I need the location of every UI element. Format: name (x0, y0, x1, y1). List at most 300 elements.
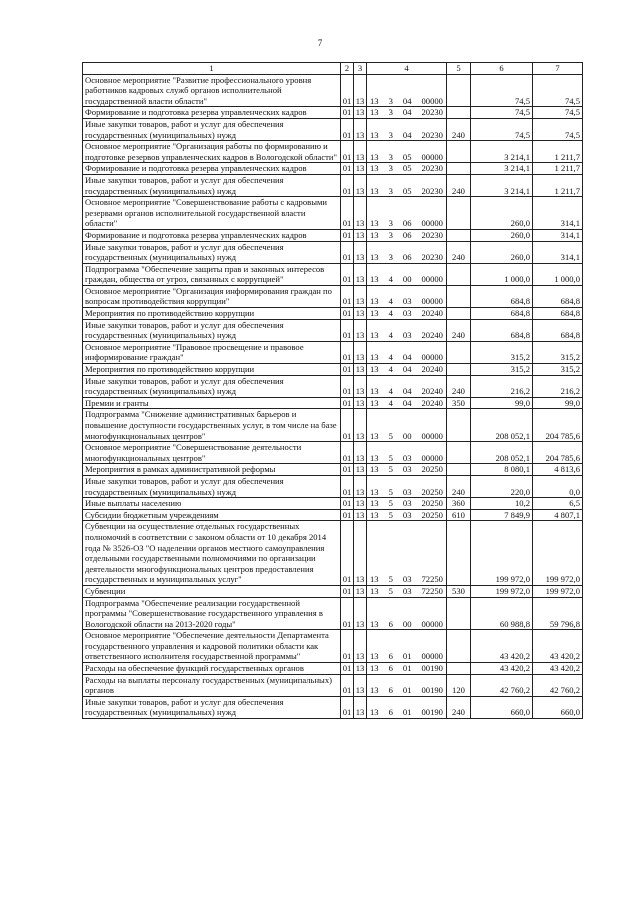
code-part: 13 (370, 274, 379, 285)
target-article-cell (367, 674, 447, 696)
amount-year1-cell: 208 052,1 (471, 442, 533, 464)
code-part: 3 (388, 185, 393, 196)
table-row (83, 241, 583, 263)
amount-year2-cell: 684,8 (533, 319, 583, 341)
code-part: 03 (402, 296, 412, 307)
header-cell: 3 (354, 63, 367, 75)
section-code-cell: 01 (341, 585, 354, 597)
target-article-cell (367, 585, 447, 597)
code-part: 04 (402, 397, 412, 408)
code-part: 13 (370, 296, 379, 307)
amount-year1-cell: 660,0 (471, 696, 533, 718)
expense-type-cell: 240 (447, 241, 471, 263)
code-part: 13 (370, 397, 379, 408)
row-name-cell: Иные выплаты населению (83, 498, 341, 510)
code-part: 13 (370, 252, 379, 263)
subsection-code-cell: 13 (354, 585, 367, 597)
amount-year2-cell: 74,5 (533, 107, 583, 119)
subsection-code-cell: 13 (354, 364, 367, 376)
amount-year1-cell: 74,5 (471, 118, 533, 140)
table-row (83, 341, 583, 363)
expense-type-cell (447, 74, 471, 107)
amount-year1-cell: 684,8 (471, 308, 533, 320)
target-article-cell (367, 141, 447, 163)
table-row (83, 174, 583, 196)
row-name-cell: Основное мероприятие "Организация информирования граждан по вопросам противодействия коррупции" (83, 285, 341, 307)
subsection-code-cell: 13 (354, 118, 367, 140)
code-part: 04 (402, 386, 412, 397)
target-article-cell (367, 341, 447, 363)
code-part: 01 (402, 685, 412, 696)
subsection-code-cell: 13 (354, 229, 367, 241)
header-cell: 5 (447, 63, 471, 75)
code-part: 05 (402, 151, 412, 162)
code-part: 4 (388, 352, 393, 363)
expense-type-cell: 120 (447, 674, 471, 696)
amount-year2-cell: 42 760,2 (533, 674, 583, 696)
section-code-cell: 01 (341, 442, 354, 464)
row-name-cell: Субвенции (83, 585, 341, 597)
amount-year1-cell: 3 214,1 (471, 141, 533, 163)
amount-year1-cell: 684,8 (471, 319, 533, 341)
amount-year2-cell: 43 420,2 (533, 663, 583, 675)
code-part: 20230 (421, 229, 443, 240)
table-row (83, 674, 583, 696)
section-code-cell: 01 (341, 696, 354, 718)
code-part: 13 (370, 95, 379, 106)
section-code-cell: 01 (341, 521, 354, 586)
section-code-cell: 01 (341, 630, 354, 663)
section-code-cell: 01 (341, 118, 354, 140)
code-part: 13 (370, 151, 379, 162)
code-part: 13 (370, 163, 379, 174)
code-part: 20230 (421, 107, 443, 118)
code-part: 13 (370, 498, 379, 509)
code-part: 00000 (421, 618, 443, 629)
code-part: 6 (388, 618, 393, 629)
expense-type-cell: 360 (447, 498, 471, 510)
amount-year1-cell: 74,5 (471, 107, 533, 119)
amount-year2-cell: 6,5 (533, 498, 583, 510)
target-article-cell (367, 263, 447, 285)
target-article-cell (367, 696, 447, 718)
code-part: 20240 (421, 364, 443, 375)
amount-year2-cell: 314,1 (533, 241, 583, 263)
code-part: 20230 (421, 252, 443, 263)
code-part: 13 (370, 330, 379, 341)
code-part: 04 (402, 352, 412, 363)
subsection-code-cell: 13 (354, 308, 367, 320)
section-code-cell: 01 (341, 375, 354, 397)
code-part: 03 (402, 330, 412, 341)
expense-type-cell: 240 (447, 118, 471, 140)
section-code-cell: 01 (341, 509, 354, 521)
table-row (83, 118, 583, 140)
target-article-cell (367, 163, 447, 175)
expense-type-cell (447, 521, 471, 586)
target-article-cell (367, 597, 447, 630)
target-article-cell (367, 197, 447, 230)
amount-year1-cell: 74,5 (471, 74, 533, 107)
code-part: 13 (370, 364, 379, 375)
code-part: 00 (402, 430, 412, 441)
target-article-cell (367, 241, 447, 263)
row-name-cell: Формирование и подготовка резерва управленческих кадров (83, 229, 341, 241)
code-part: 00000 (421, 218, 443, 229)
amount-year2-cell: 315,2 (533, 341, 583, 363)
subsection-code-cell: 13 (354, 197, 367, 230)
subsection-code-cell: 13 (354, 663, 367, 675)
amount-year2-cell: 4 807,1 (533, 509, 583, 521)
row-name-cell: Иные закупки товаров, работ и услуг для обеспечения государственных (муниципальных) нужд (83, 174, 341, 196)
code-part: 00000 (421, 651, 443, 662)
code-part: 04 (402, 364, 412, 375)
amount-year2-cell: 684,8 (533, 285, 583, 307)
header-cell: 1 (83, 63, 341, 75)
code-part: 06 (402, 218, 412, 229)
amount-year2-cell: 1 211,7 (533, 174, 583, 196)
amount-year1-cell: 10,2 (471, 498, 533, 510)
table-row (83, 375, 583, 397)
code-part: 03 (402, 464, 412, 475)
amount-year2-cell: 315,2 (533, 364, 583, 376)
amount-year2-cell: 204 785,6 (533, 442, 583, 464)
row-name-cell: Основное мероприятие "Совершенствование работы с кадровыми резервами органов исполнительной государственной власти области" (83, 197, 341, 230)
row-name-cell: Основное мероприятие "Организация работы по формированию и подготовке резервов управленческих кадров в Вологодской области" (83, 141, 341, 163)
table-row (83, 475, 583, 497)
row-name-cell: Иные закупки товаров, работ и услуг для обеспечения государственных (муниципальных) нужд (83, 319, 341, 341)
code-part: 01 (402, 663, 412, 674)
table-row (83, 442, 583, 464)
amount-year2-cell: 1 211,7 (533, 141, 583, 163)
table-row (83, 464, 583, 476)
amount-year2-cell: 1 211,7 (533, 163, 583, 175)
code-part: 13 (370, 707, 379, 718)
section-code-cell: 01 (341, 285, 354, 307)
code-part: 05 (402, 163, 412, 174)
subsection-code-cell: 13 (354, 241, 367, 263)
expense-type-cell: 530 (447, 585, 471, 597)
code-part: 00190 (421, 707, 443, 718)
subsection-code-cell: 13 (354, 498, 367, 510)
header-cell: 7 (533, 63, 583, 75)
code-part: 13 (370, 308, 379, 319)
amount-year1-cell: 1 000,0 (471, 263, 533, 285)
section-code-cell: 01 (341, 464, 354, 476)
target-article-cell (367, 509, 447, 521)
code-part: 4 (388, 274, 393, 285)
amount-year1-cell: 3 214,1 (471, 174, 533, 196)
section-code-cell: 01 (341, 308, 354, 320)
code-part: 13 (370, 129, 379, 140)
row-name-cell: Расходы на обеспечение функций государственных органов (83, 663, 341, 675)
code-part: 20250 (421, 498, 443, 509)
subsection-code-cell: 13 (354, 442, 367, 464)
table-row (83, 319, 583, 341)
code-part: 13 (370, 509, 379, 520)
row-name-cell: Расходы на выплаты персоналу государственных (муниципальных) органов (83, 674, 341, 696)
code-part: 20240 (421, 330, 443, 341)
table-row (83, 409, 583, 442)
table-row (83, 521, 583, 586)
section-code-cell: 01 (341, 364, 354, 376)
code-part: 00000 (421, 430, 443, 441)
amount-year1-cell: 43 420,2 (471, 630, 533, 663)
code-part: 13 (370, 574, 379, 585)
subsection-code-cell: 13 (354, 174, 367, 196)
expense-type-cell (447, 442, 471, 464)
code-part: 13 (370, 352, 379, 363)
code-part: 6 (388, 685, 393, 696)
amount-year1-cell: 220,0 (471, 475, 533, 497)
expense-type-cell: 610 (447, 509, 471, 521)
expense-type-cell (447, 263, 471, 285)
code-part: 00000 (421, 296, 443, 307)
code-part: 13 (370, 618, 379, 629)
code-part: 5 (388, 430, 393, 441)
code-part: 3 (388, 151, 393, 162)
expense-type-cell: 240 (447, 375, 471, 397)
row-name-cell: Основное мероприятие "Обеспечение деятельности Департамента государственного управления и кадровой политики области как ответственного исполнителя государственной программы" (83, 630, 341, 663)
section-code-cell: 01 (341, 475, 354, 497)
table-row (83, 197, 583, 230)
code-part: 5 (388, 498, 393, 509)
target-article-cell (367, 475, 447, 497)
subsection-code-cell: 13 (354, 464, 367, 476)
code-part: 4 (388, 386, 393, 397)
amount-year1-cell: 260,0 (471, 241, 533, 263)
code-part: 4 (388, 296, 393, 307)
section-code-cell: 01 (341, 674, 354, 696)
target-article-cell (367, 630, 447, 663)
table-row (83, 498, 583, 510)
code-part: 13 (370, 663, 379, 674)
subsection-code-cell: 13 (354, 74, 367, 107)
header-row (83, 63, 583, 75)
section-code-cell: 01 (341, 319, 354, 341)
row-name-cell: Формирование и подготовка резерва управленческих кадров (83, 163, 341, 175)
section-code-cell: 01 (341, 663, 354, 675)
amount-year2-cell: 0,0 (533, 475, 583, 497)
code-part: 05 (402, 185, 412, 196)
target-article-cell (367, 319, 447, 341)
code-part: 13 (370, 685, 379, 696)
expense-type-cell: 240 (447, 319, 471, 341)
code-part: 20230 (421, 185, 443, 196)
code-part: 00 (402, 618, 412, 629)
row-name-cell: Премии и гранты (83, 397, 341, 409)
row-name-cell: Основное мероприятие "Развитие профессионального уровня работников кадровых служб органов исполнительной государственной власти области" (83, 74, 341, 107)
table-row (83, 364, 583, 376)
amount-year2-cell: 1 000,0 (533, 263, 583, 285)
amount-year2-cell: 4 813,6 (533, 464, 583, 476)
expense-type-cell (447, 663, 471, 675)
amount-year1-cell: 7 849,9 (471, 509, 533, 521)
code-part: 72250 (421, 585, 443, 596)
code-part: 04 (402, 129, 412, 140)
code-part: 13 (370, 651, 379, 662)
code-part: 3 (388, 229, 393, 240)
amount-year2-cell: 99,0 (533, 397, 583, 409)
code-part: 4 (388, 397, 393, 408)
subsection-code-cell: 13 (354, 141, 367, 163)
code-part: 20250 (421, 464, 443, 475)
target-article-cell (367, 74, 447, 107)
expense-type-cell (447, 197, 471, 230)
section-code-cell: 01 (341, 197, 354, 230)
amount-year1-cell: 208 052,1 (471, 409, 533, 442)
code-part: 06 (402, 229, 412, 240)
subsection-code-cell: 13 (354, 409, 367, 442)
row-name-cell: Иные закупки товаров, работ и услуг для обеспечения государственных (муниципальных) нужд (83, 696, 341, 718)
expense-type-cell (447, 107, 471, 119)
subsection-code-cell: 13 (354, 341, 367, 363)
code-part: 13 (370, 464, 379, 475)
section-code-cell: 01 (341, 498, 354, 510)
target-article-cell (367, 118, 447, 140)
table-row (83, 585, 583, 597)
code-part: 4 (388, 308, 393, 319)
code-part: 03 (402, 486, 412, 497)
row-name-cell: Субсидии бюджетным учреждениям (83, 509, 341, 521)
expense-type-cell (447, 597, 471, 630)
code-part: 00000 (421, 95, 443, 106)
code-part: 3 (388, 107, 393, 118)
code-part: 00000 (421, 151, 443, 162)
table-row (83, 308, 583, 320)
header-cell: 2 (341, 63, 354, 75)
expense-type-cell (447, 308, 471, 320)
target-article-cell (367, 285, 447, 307)
code-part: 13 (370, 386, 379, 397)
code-part: 03 (402, 452, 412, 463)
code-part: 20240 (421, 386, 443, 397)
amount-year1-cell: 42 760,2 (471, 674, 533, 696)
section-code-cell: 01 (341, 263, 354, 285)
code-part: 3 (388, 163, 393, 174)
target-article-cell (367, 397, 447, 409)
section-code-cell: 01 (341, 229, 354, 241)
section-code-cell: 01 (341, 174, 354, 196)
code-part: 4 (388, 330, 393, 341)
table-row (83, 397, 583, 409)
expense-type-cell (447, 141, 471, 163)
code-part: 04 (402, 95, 412, 106)
expense-type-cell (447, 229, 471, 241)
expense-type-cell (447, 630, 471, 663)
amount-year2-cell: 199 972,0 (533, 521, 583, 586)
row-name-cell: Иные закупки товаров, работ и услуг для обеспечения государственных (муниципальных) нужд (83, 475, 341, 497)
row-name-cell: Мероприятия в рамках административной реформы (83, 464, 341, 476)
amount-year1-cell: 43 420,2 (471, 663, 533, 675)
table-row (83, 597, 583, 630)
amount-year2-cell: 204 785,6 (533, 409, 583, 442)
target-article-cell (367, 521, 447, 586)
table-row (83, 663, 583, 675)
code-part: 03 (402, 585, 412, 596)
subsection-code-cell: 13 (354, 285, 367, 307)
code-part: 00000 (421, 352, 443, 363)
code-part: 00190 (421, 685, 443, 696)
subsection-code-cell: 13 (354, 475, 367, 497)
section-code-cell: 01 (341, 107, 354, 119)
code-part: 04 (402, 107, 412, 118)
code-part: 20250 (421, 509, 443, 520)
expense-type-cell (447, 409, 471, 442)
subsection-code-cell: 13 (354, 375, 367, 397)
row-name-cell: Подпрограмма "Обеспечение защиты прав и законных интересов граждан, общества от угроз, связанных с коррупцией" (83, 263, 341, 285)
code-part: 13 (370, 430, 379, 441)
table-row (83, 107, 583, 119)
code-part: 72250 (421, 574, 443, 585)
target-article-cell (367, 442, 447, 464)
row-name-cell: Иные закупки товаров, работ и услуг для обеспечения государственных (муниципальных) нужд (83, 118, 341, 140)
code-part: 6 (388, 707, 393, 718)
code-part: 5 (388, 486, 393, 497)
code-part: 6 (388, 663, 393, 674)
section-code-cell: 01 (341, 163, 354, 175)
code-part: 3 (388, 129, 393, 140)
amount-year2-cell: 314,1 (533, 197, 583, 230)
amount-year1-cell: 260,0 (471, 229, 533, 241)
target-article-cell (367, 375, 447, 397)
subsection-code-cell: 13 (354, 107, 367, 119)
table-row (83, 696, 583, 718)
amount-year1-cell: 216,2 (471, 375, 533, 397)
target-article-cell (367, 174, 447, 196)
expense-type-cell (447, 163, 471, 175)
row-name-cell: Подпрограмма "Снижение административных барьеров и повышение доступности государственных услуг, в том числе на базе многофункциональных центров" (83, 409, 341, 442)
amount-year1-cell: 315,2 (471, 341, 533, 363)
amount-year2-cell: 199 972,0 (533, 585, 583, 597)
expense-type-cell (447, 364, 471, 376)
code-part: 03 (402, 308, 412, 319)
code-part: 3 (388, 218, 393, 229)
page-number: 7 (317, 38, 323, 48)
subsection-code-cell: 13 (354, 521, 367, 586)
subsection-code-cell: 13 (354, 696, 367, 718)
code-part: 5 (388, 509, 393, 520)
code-part: 20230 (421, 129, 443, 140)
header-cell: 6 (471, 63, 533, 75)
code-part: 13 (370, 452, 379, 463)
code-part: 20250 (421, 486, 443, 497)
budget-table (82, 62, 583, 719)
amount-year1-cell: 8 080,1 (471, 464, 533, 476)
code-part: 03 (402, 574, 412, 585)
code-part: 06 (402, 252, 412, 263)
target-article-cell (367, 464, 447, 476)
code-part: 6 (388, 651, 393, 662)
amount-year2-cell: 684,8 (533, 308, 583, 320)
target-article-cell (367, 229, 447, 241)
section-code-cell: 01 (341, 409, 354, 442)
table-row (83, 509, 583, 521)
amount-year2-cell: 74,5 (533, 118, 583, 140)
row-name-cell: Иные закупки товаров, работ и услуг для обеспечения государственных (муниципальных) нужд (83, 375, 341, 397)
section-code-cell: 01 (341, 74, 354, 107)
code-part: 13 (370, 218, 379, 229)
target-article-cell (367, 663, 447, 675)
code-part: 5 (388, 464, 393, 475)
amount-year1-cell: 99,0 (471, 397, 533, 409)
code-part: 03 (402, 509, 412, 520)
amount-year1-cell: 684,8 (471, 285, 533, 307)
target-article-cell (367, 409, 447, 442)
target-article-cell (367, 364, 447, 376)
subsection-code-cell: 13 (354, 263, 367, 285)
subsection-code-cell: 13 (354, 397, 367, 409)
